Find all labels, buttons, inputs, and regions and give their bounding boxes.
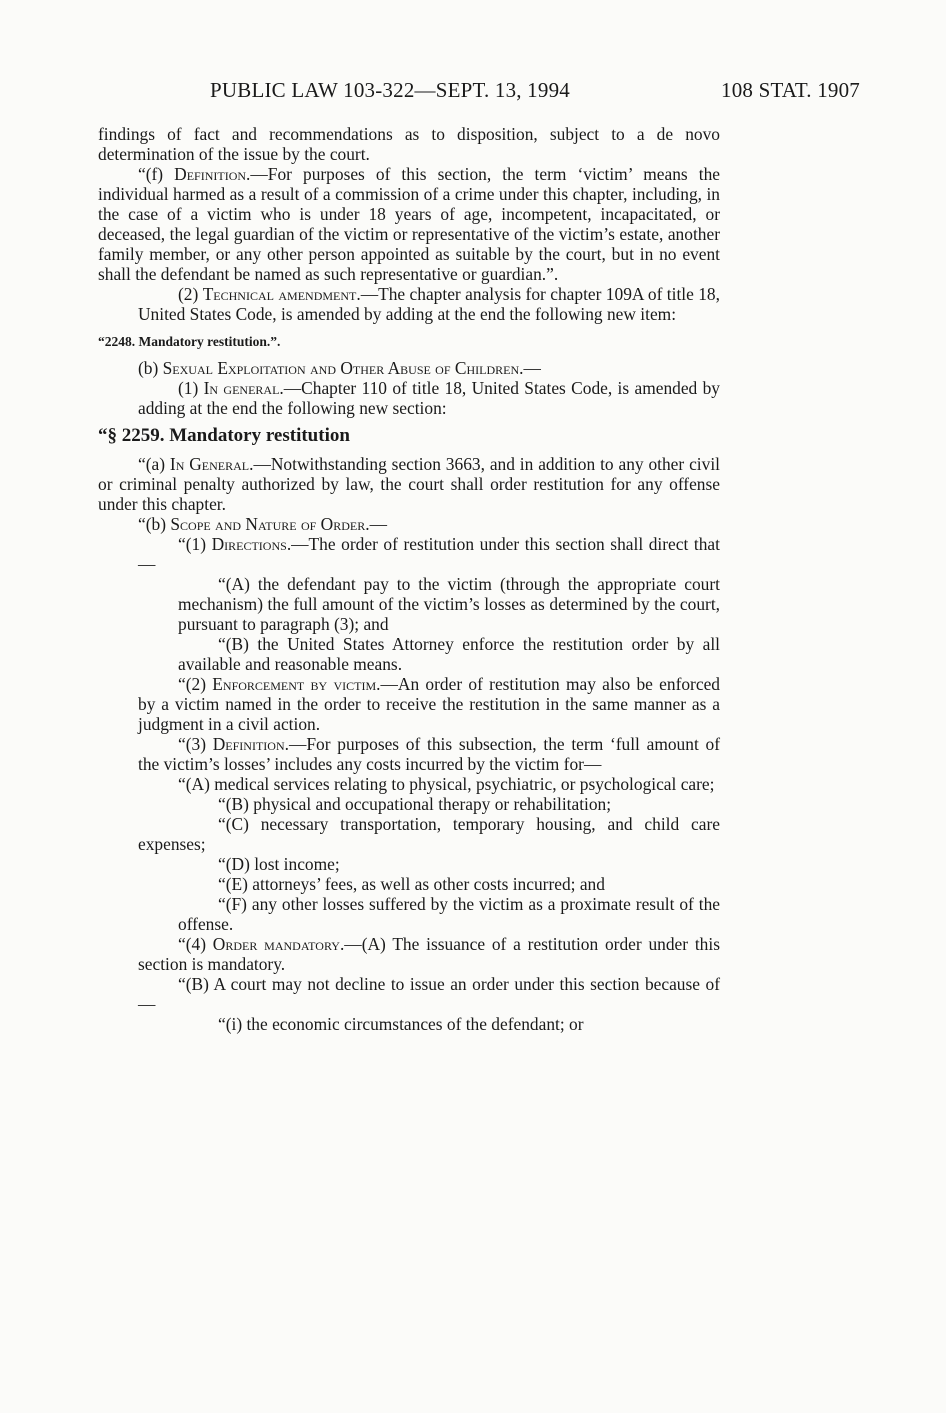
paragraph-3-definition: “(3) Definition.—For purposes of this subsection, the term ‘full amount of the victim’s losses’ includes any costs incurred by the victim for— (138, 734, 720, 774)
clause-f-other-losses: “(F) any other losses suffered by the victim as a proximate result of the offense. (178, 894, 720, 934)
clause-c-transportation: “(C) necessary transportation, temporary housing, and child care expenses; (138, 814, 720, 854)
header-statute-page: 108 STAT. 1907 (721, 78, 860, 102)
paragraph-a-in-general: “(a) In General.—Notwithstanding section 3663, and in addition to any other civil or criminal penalty authorized by law, the court shall order restitution for any offense under this chapter. (98, 454, 720, 514)
clause-i-economic: “(i) the economic circumstances of the defendant; or (218, 1014, 584, 1034)
paragraph-technical-amendment: (2) Technical amendment.—The chapter analysis for chapter 109A of title 18, United States Code, is amended by adding at the end the following new item: (138, 284, 720, 324)
page-header (98, 78, 860, 108)
paragraph-findings: findings of fact and recommendations as to disposition, subject to a de novo determination of the issue by the court. (98, 124, 720, 164)
paragraph-b-scope: “(b) Scope and Nature of Order.— (138, 514, 387, 534)
paragraph-b-court-decline: “(B) A court may not decline to issue an order under this section because of— (138, 974, 720, 1014)
clause-a-defendant-pay: “(A) the defendant pay to the victim (through the appropriate court mechanism) the full amount of the victim’s losses as determined by the court, pursuant to paragraph (3); and (178, 574, 720, 634)
clause-b-therapy: “(B) physical and occupational therapy or rehabilitation; (218, 794, 612, 814)
clause-b-attorney-enforce: “(B) the United States Attorney enforce the restitution order by all available and reasonable means. (178, 634, 720, 674)
table-item-2248: “2248. Mandatory restitution.”. (98, 334, 281, 349)
clause-e-attorneys-fees: “(E) attorneys’ fees, as well as other costs incurred; and (218, 874, 605, 894)
paragraph-1-directions: “(1) Directions.—The order of restitution under this section shall direct that— (138, 534, 720, 574)
paragraph-in-general-chapter-110: (1) In general.—Chapter 110 of title 18, United States Code, is amended by adding at the end the following new section: (138, 378, 720, 418)
paragraph-f-definition: “(f) Definition.—For purposes of this section, the term ‘victim’ means the individual harmed as a result of a commission of a crime under this chapter, including, in the case of a victim who is under 18 years of age, incompetent, incapacitated, or deceased, the legal guardian of the victim or representative of the victim’s estate, another family member, or any other person appointed as suitable by the court, but in no event shall the defendant be named as such representative or guardian.”. (98, 164, 720, 284)
section-2259-heading: “§ 2259. Mandatory restitution (98, 425, 350, 446)
clause-d-lost-income: “(D) lost income; (218, 854, 340, 874)
header-title: PUBLIC LAW 103-322—SEPT. 13, 1994 (210, 78, 570, 102)
clause-a-medical: “(A) medical services relating to physical, psychiatric, or psychological care; (178, 774, 715, 794)
paragraph-4-order-mandatory: “(4) Order mandatory.—(A) The issuance of a restitution order under this section is mandatory. (138, 934, 720, 974)
subsection-b-heading: (b) Sexual Exploitation and Other Abuse of Children.— (138, 358, 541, 378)
paragraph-2-enforcement: “(2) Enforcement by victim.—An order of restitution may also be enforced by a victim named in the order to receive the restitution in the same manner as a judgment in a civil action. (138, 674, 720, 734)
law-body-text (98, 124, 720, 1034)
